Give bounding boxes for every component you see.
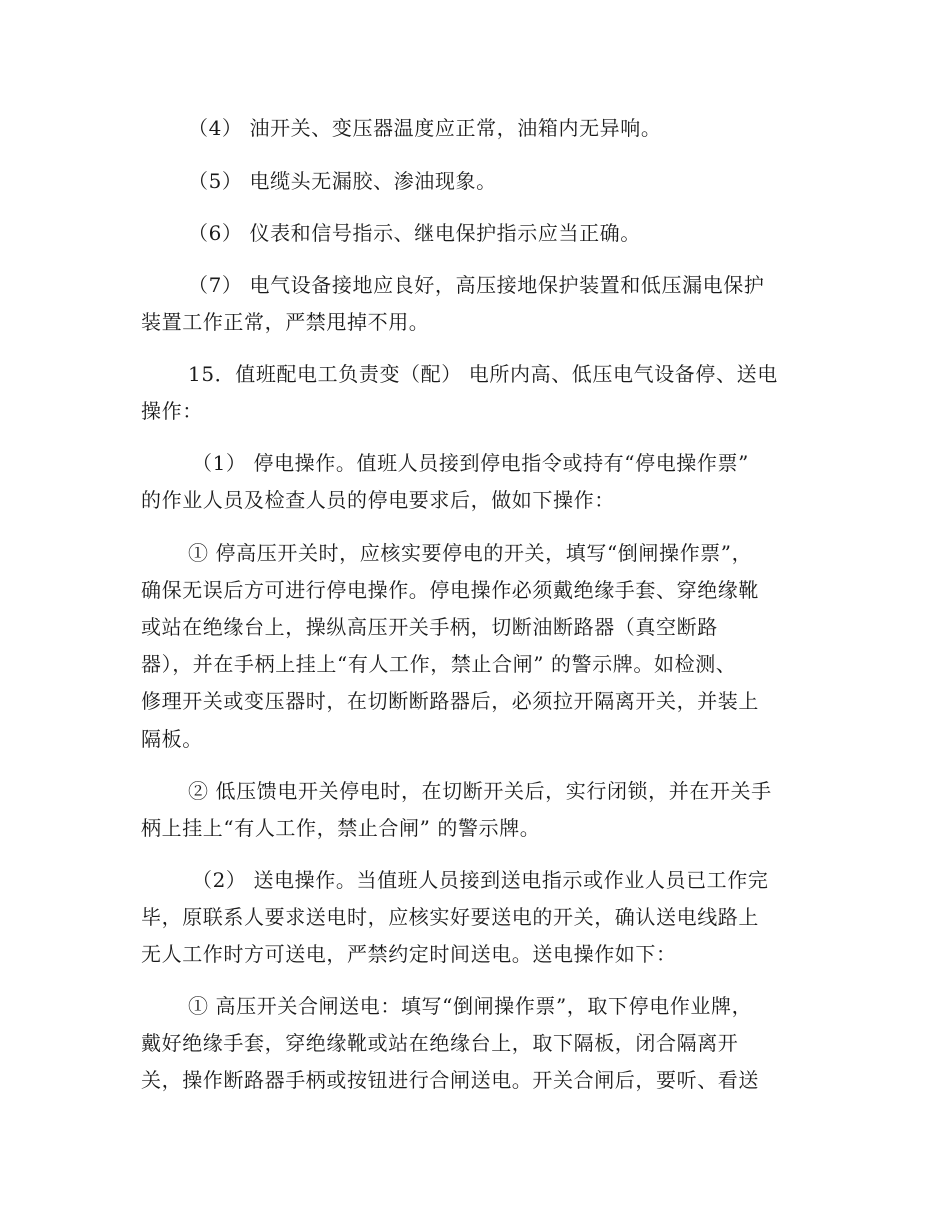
text-line: ① 高压开关合闸送电：填写“倒闸操作票”，取下停电作业牌， xyxy=(188,994,753,1018)
text-line: ① 停高压开关时，应核实要停电的开关，填写“倒闸操作票”， xyxy=(188,541,753,565)
text-line: 确保无误后方可进行停电操作。停电操作必须戴绝缘手套、穿绝缘靴 xyxy=(141,578,759,602)
text-line: 柄上挂上“有人工作，禁止合闸” 的警示牌。 xyxy=(141,816,541,840)
text-line: 关，操作断路器手柄或按钮进行合闸送电。开关合闸后，要听、看送 xyxy=(141,1068,759,1092)
text-line: 修理开关或变压器时，在切断断路器后，必须拉开隔离开关，并装上 xyxy=(141,689,759,713)
text-line: 15．值班配电工负责变（配） 电所内高、低压电气设备停、送电 xyxy=(188,362,778,386)
text-line: 的作业人员及检查人员的停电要求后，做如下操作： xyxy=(141,488,615,512)
text-line: （4） 油开关、变压器温度应正常，油箱内无异响。 xyxy=(188,116,662,140)
text-line: 无人工作时方可送电，严禁约定时间送电。送电操作如下： xyxy=(141,942,677,966)
text-line: 毕，原联系人要求送电时，应核实好要送电的开关，确认送电线路上 xyxy=(141,905,759,929)
text-line: （5） 电缆头无漏胶、渗油现象。 xyxy=(188,169,497,193)
text-line: 隔板。 xyxy=(141,727,203,751)
text-line: 或站在绝缘台上，操纵高压开关手柄，切断油断路器（真空断路 xyxy=(141,615,718,639)
text-line: 戴好绝缘手套，穿绝缘靴或站在绝缘台上，取下隔板，闭合隔离开 xyxy=(141,1031,739,1055)
text-line: （6） 仪表和信号指示、继电保护指示应当正确。 xyxy=(188,221,641,245)
text-line: （7） 电气设备接地应良好，高压接地保护装置和低压漏电保护 xyxy=(188,273,765,297)
text-line: 装置工作正常，严禁甩掉不用。 xyxy=(141,310,430,334)
text-line: 操作： xyxy=(141,399,203,423)
text-line: 器），并在手柄上挂上“有人工作，禁止合闸” 的警示牌。如检测、 xyxy=(141,652,737,676)
text-line: ② 低压馈电开关停电时，在切断开关后，实行闭锁，并在开关手 xyxy=(188,779,772,803)
text-line: （1） 停电操作。值班人员接到停电指令或持有“停电操作票” xyxy=(192,451,749,475)
text-line: （2） 送电操作。当值班人员接到送电指示或作业人员已工作完 xyxy=(192,868,769,892)
